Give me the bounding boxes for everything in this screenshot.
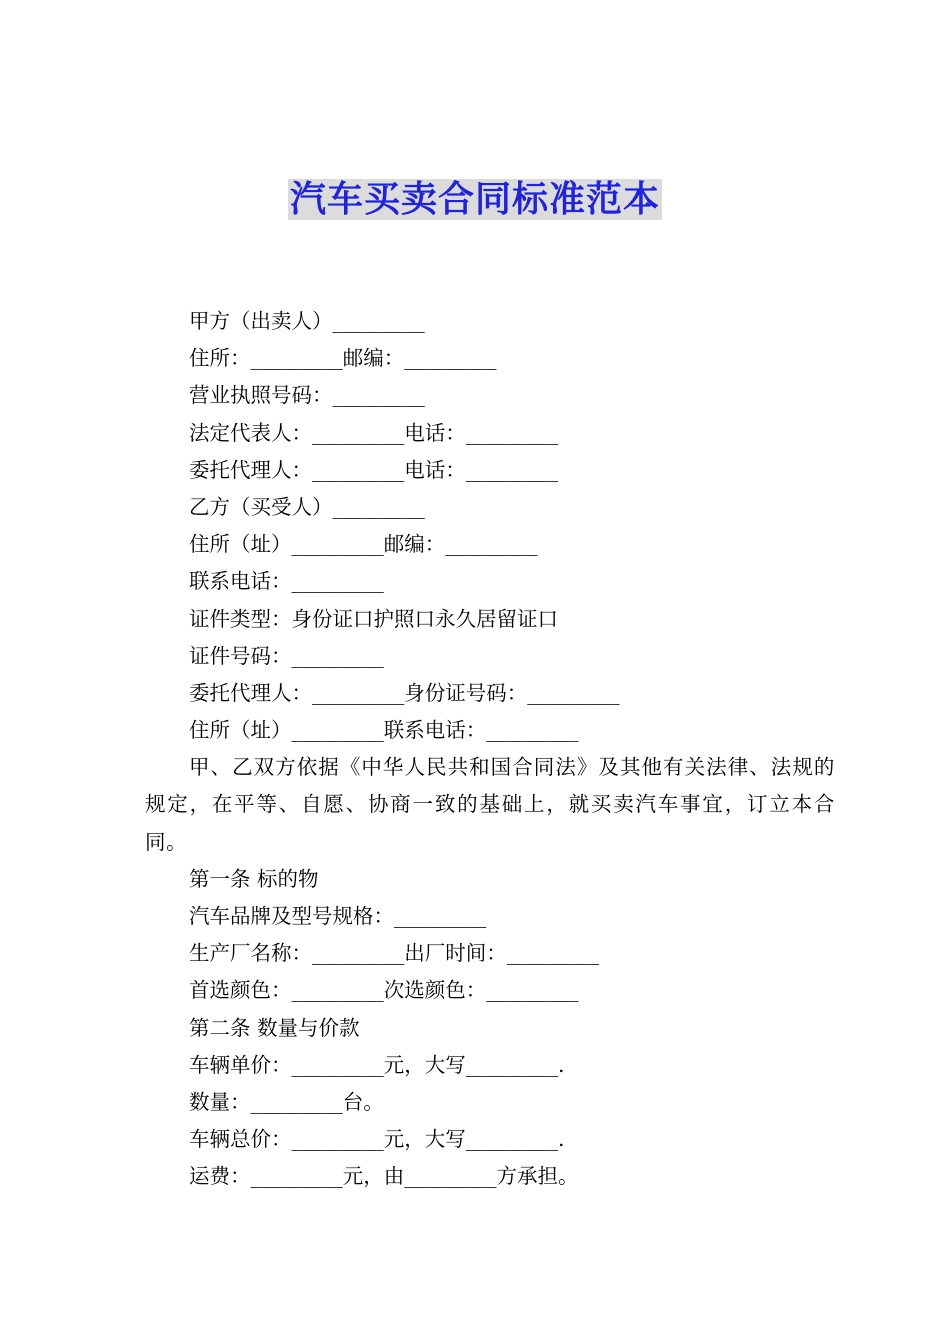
party-b-id-type: 证件类型：身份证口护照口永久居留证口 [189,606,558,631]
page-title-text: 汽车买卖合同标准范本 [289,179,660,220]
intro-paragraph: 甲、乙双方依据《中华人民共和国合同法》及其他有关法律、法规的规定，在平等、自愿、协商一致的基础上，就买卖汽车事宜，订立本合同。 [145,755,835,854]
unit-price: 车辆单价：_________元，大写_________. [189,1052,565,1077]
article-1-heading: 第一条 标的物 [189,866,319,891]
party-b-agent-address: 住所（址）_________联系电话：_________ [189,718,579,743]
total-price: 车辆总价：_________元，大写_________. [189,1127,565,1152]
party-b-id-number: 证件号码：_________ [189,643,384,668]
party-a-agent: 委托代理人：_________电话：_________ [189,457,558,482]
party-b-buyer: 乙方（买受人）_________ [189,494,425,519]
party-b-address: 住所（址）_________邮编：_________ [189,532,538,557]
party-a-seller: 甲方（出卖人）_________ [189,309,425,333]
manufacturer-date: 生产厂名称：_________出厂时间：_________ [189,941,599,966]
freight: 运费：_________元，由_________方承担。 [189,1164,579,1189]
party-a-license: 营业执照号码：_________ [189,383,425,408]
party-b-phone: 联系电话：_________ [189,569,384,594]
page-title [0,176,950,224]
party-a-address: 住所：_________邮编：_________ [189,346,497,371]
party-b-agent: 委托代理人：_________身份证号码：_________ [189,680,620,705]
article-2-heading: 第二条 数量与价款 [189,1015,360,1040]
quantity: 数量：_________台。 [189,1089,384,1114]
party-a-legal-rep: 法定代表人：_________电话：_________ [189,420,558,445]
contract-body [145,303,835,1196]
color-preference: 首选颜色：_________次选颜色：_________ [189,978,579,1003]
vehicle-brand-model: 汽车品牌及型号规格：_________ [189,904,487,929]
